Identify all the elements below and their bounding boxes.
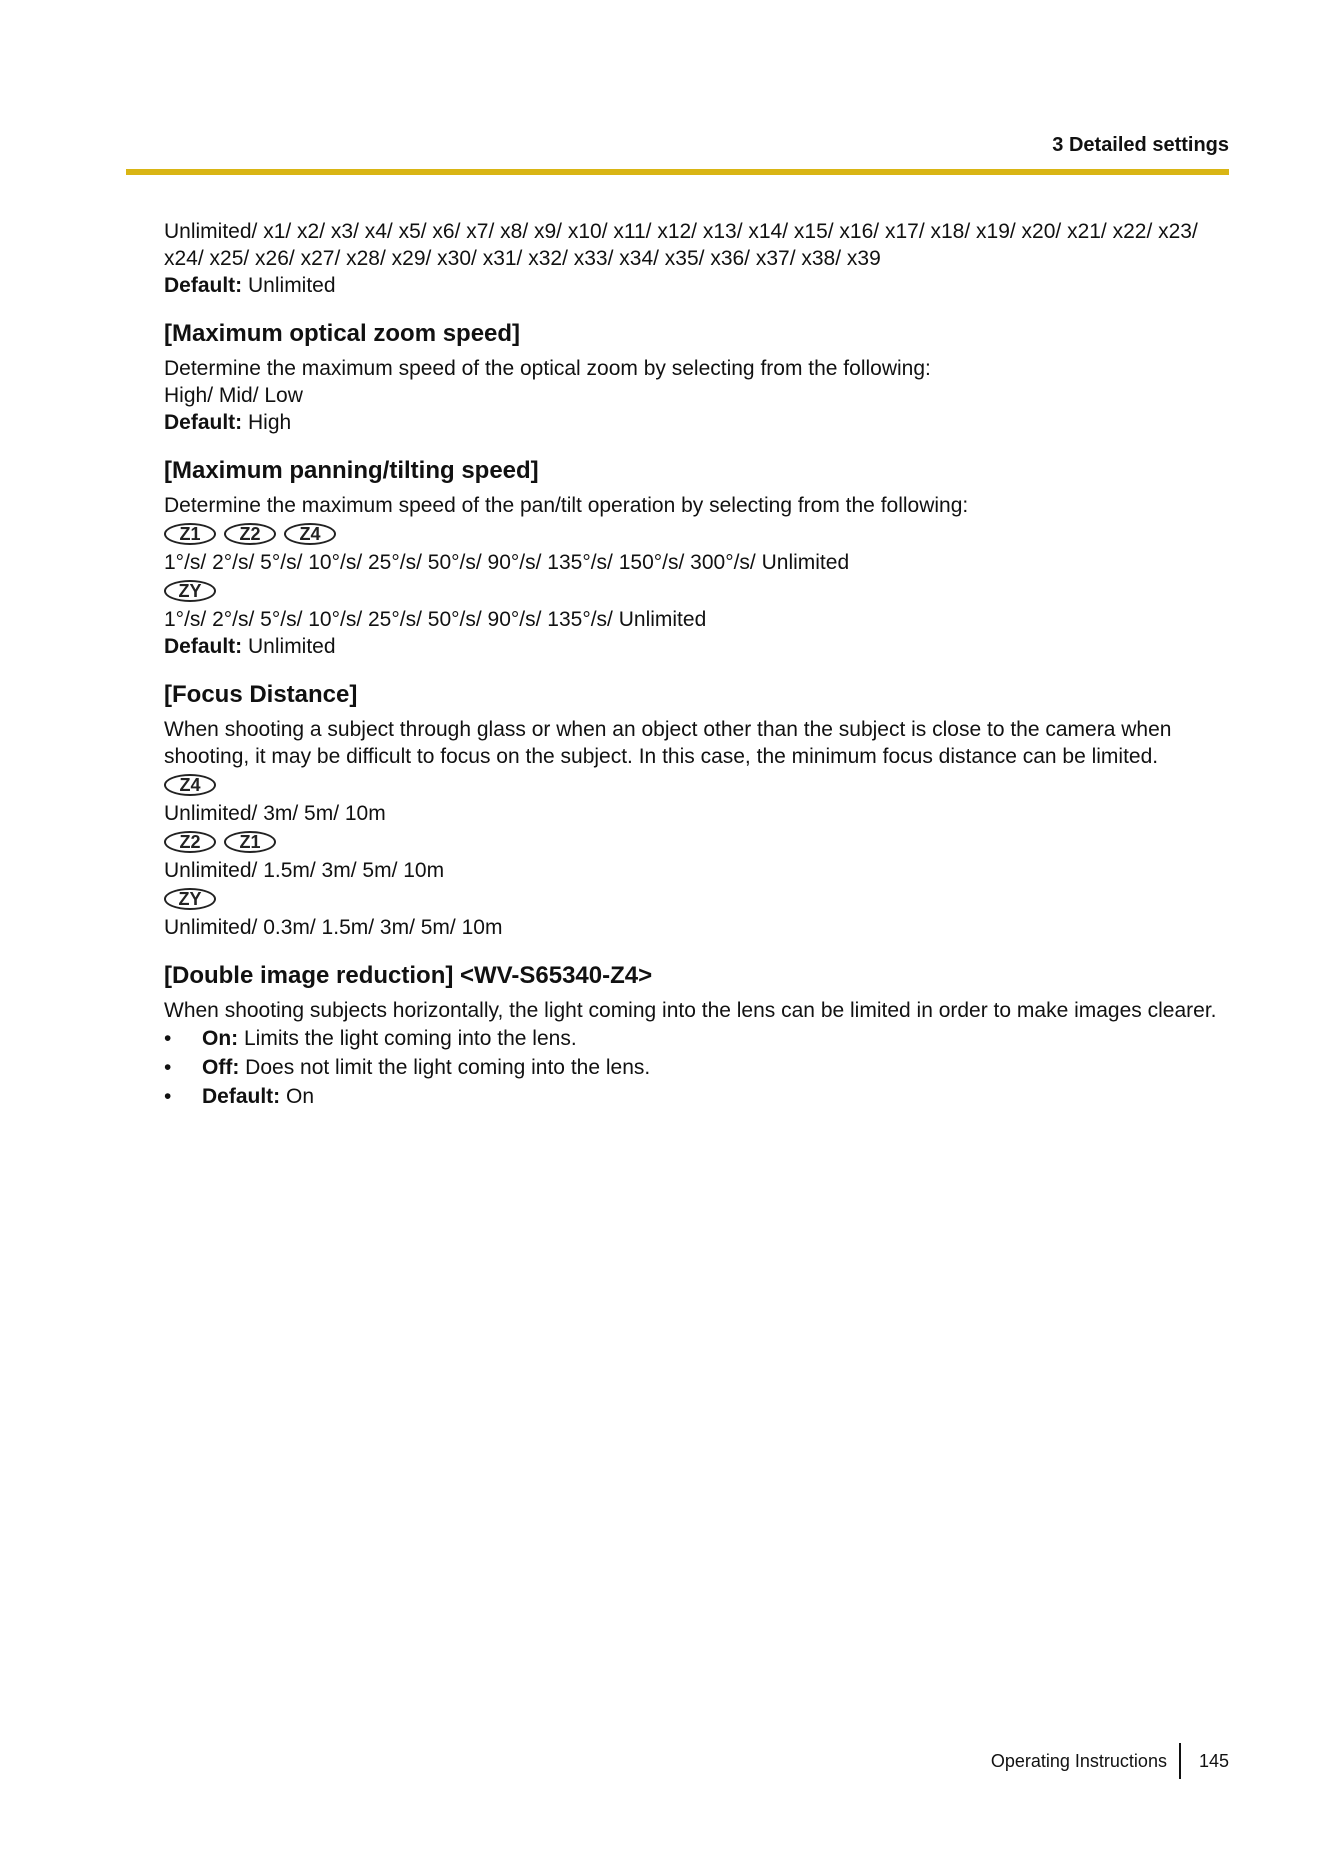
option-label: Default: [202, 1085, 281, 1108]
list-item [164, 1053, 1234, 1082]
model-badge-icon: ZY [164, 888, 216, 910]
header-rule [126, 169, 1229, 175]
model-badge-icon: Z2 [224, 523, 276, 545]
model-badge-icon: Z1 [164, 523, 216, 545]
model-badge-icon: Z2 [164, 831, 216, 853]
option-text: Does not limit the light coming into the lens. [245, 1056, 651, 1079]
footer-doc-title: Operating Instructions [990, 1750, 1167, 1771]
zoom-speed-title: [Maximum optical zoom speed] [164, 320, 521, 347]
page-footer [991, 1743, 1229, 1779]
model-badge-row [164, 576, 1234, 606]
focus-options-zy: Unlimited/ 0.3m/ 1.5m/ 3m/ 5m/ 10m [164, 916, 503, 939]
model-badge-row [164, 770, 1234, 800]
option-text: On [286, 1085, 315, 1108]
option-label: Off: [202, 1056, 240, 1079]
default-label: Default: [164, 411, 243, 434]
model-badge-icon: Z4 [284, 523, 336, 545]
zoom-speed-options: High/ Mid/ Low [164, 384, 303, 407]
model-badge-row [164, 519, 1234, 549]
footer-divider [1179, 1743, 1181, 1779]
focus-distance-title: [Focus Distance] [164, 681, 358, 708]
option-label: On: [202, 1027, 239, 1050]
focus-options-z4: Unlimited/ 3m/ 5m/ 10m [164, 802, 386, 825]
pan-tilt-title: [Maximum panning/tilting speed] [164, 457, 539, 484]
double-image-options-list [164, 1024, 1234, 1111]
list-item [164, 1024, 1234, 1053]
zoom-speed-default [164, 409, 1234, 436]
zoom-limit-options: Unlimited/ x1/ x2/ x3/ x4/ x5/ x6/ x7/ x8/ x9/ x10/ x11/ x12/ x13/ x14/ x15/ x16/ x17/ x18/ x19/ x20/ x21/ x22/ x23/ x24/ x25/ x26/ x27/ x28/ x29/ x30/ x31/ x32/ x33/ x34/ x35/ x36/ x37/ x38/ x39 [164, 220, 1198, 270]
default-value: High [248, 411, 292, 434]
default-label: Default: [164, 274, 243, 297]
page-number: 145 [1198, 1750, 1229, 1771]
option-text: Limits the light coming into the lens. [244, 1027, 577, 1050]
model-badge-icon: ZY [164, 580, 216, 602]
model-badge-row [164, 827, 1234, 857]
double-image-description: When shooting subjects horizontally, the light coming into the lens can be limited in order to make images clearer. [164, 999, 1217, 1022]
pan-tilt-options-z: 1°/s/ 2°/s/ 5°/s/ 10°/s/ 25°/s/ 50°/s/ 90°/s/ 135°/s/ 150°/s/ 300°/s/ Unlimited [164, 551, 850, 574]
pan-tilt-options-zy: 1°/s/ 2°/s/ 5°/s/ 10°/s/ 25°/s/ 50°/s/ 90°/s/ 135°/s/ Unlimited [164, 608, 707, 631]
focus-options-z2-z1: Unlimited/ 1.5m/ 3m/ 5m/ 10m [164, 859, 445, 882]
double-image-title: [Double image reduction] <WV-S65340-Z4> [164, 962, 653, 989]
pan-tilt-description: Determine the maximum speed of the pan/tilt operation by selecting from the following: [164, 494, 969, 517]
default-value: Unlimited [248, 274, 336, 297]
model-badge-icon: Z1 [224, 831, 276, 853]
model-badge-icon: Z4 [164, 774, 216, 796]
focus-distance-description: When shooting a subject through glass or when an object other than the subject is close to the camera when shooting, it may be difficult to focus on the subject. In this case, the minimum focus distance can be limited. [164, 718, 1172, 768]
list-item [164, 1082, 1234, 1111]
pan-tilt-default [164, 633, 1234, 660]
section-header-title: 3 Detailed settings [1052, 134, 1229, 156]
zoom-limit-default [164, 272, 1234, 299]
model-badge-row [164, 884, 1234, 914]
default-value: Unlimited [248, 635, 336, 658]
default-label: Default: [164, 635, 243, 658]
zoom-speed-description: Determine the maximum speed of the optical zoom by selecting from the following: [164, 357, 931, 380]
page-content [164, 218, 1234, 1111]
